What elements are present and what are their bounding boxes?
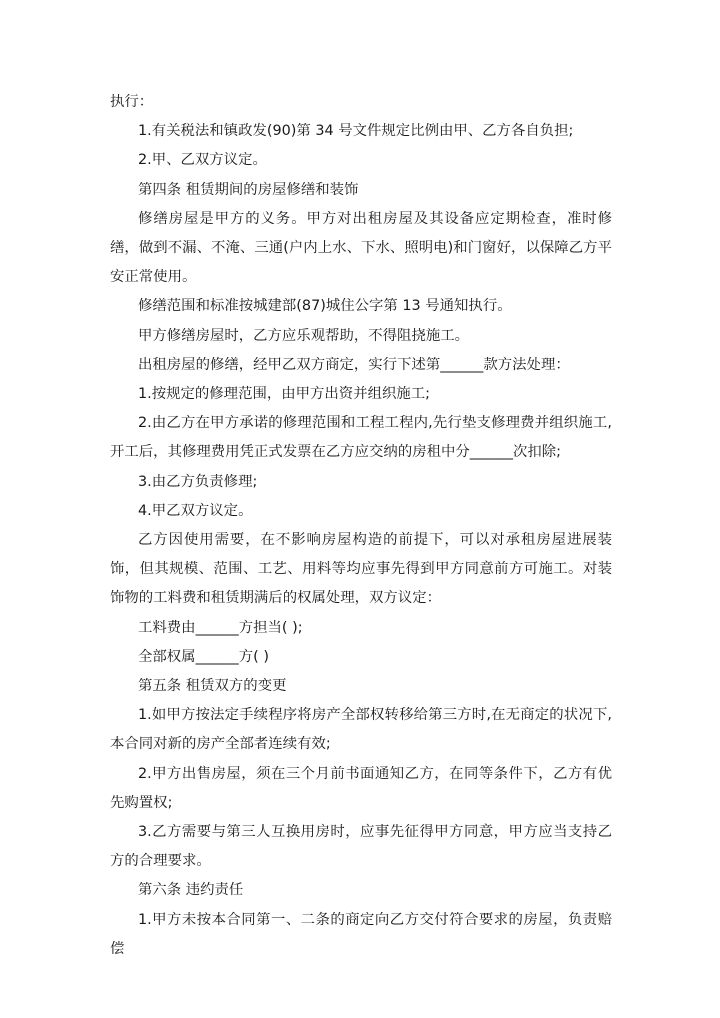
article-5-item-2: 2.甲方出售房屋，须在三个月前书面通知乙方，在同等条件下，乙方有优先购置权; xyxy=(110,765,612,811)
repair-option-1: 1.按规定的修理范围，由甲方出资并组织施工; xyxy=(138,386,431,403)
article-4-heading: 第四条 租赁期间的房屋修缮和装饰 xyxy=(138,181,359,198)
article-4-para-2: 修缮范围和标准按城建部(87)城住公字第 13 号通知执行。 xyxy=(138,298,512,315)
article-4-para-3: 甲方修缮房屋时，乙方应乐观帮助，不得阻挠施工。 xyxy=(138,327,469,344)
repair-option-2: 2.由乙方在甲方承诺的修理范围和工程工程内,先行垫支修理费并组织施工,开工后，其修理费用凭正式发票在乙方应交纳的房租中分______次扣除; xyxy=(110,415,612,461)
decoration-para: 乙方因使用需要，在不影响房屋构造的前提下，可以对承租房屋进展装饰，但其规模、范围、工艺、用料等均应事先得到甲方同意前方可施工。对装饰物的工料费和租赁期满后的权属处理，双方议定： xyxy=(110,532,612,607)
material-cost-line: 工料费由______方担当( ); xyxy=(138,619,303,636)
article-5-item-3: 3.乙方需要与第三人互换用房时，应事先征得甲方同意，甲方应当支持乙方的合理要求。 xyxy=(110,824,612,870)
article-6-item-1: 1.甲方未按本合同第一、二条的商定向乙方交付符合要求的房屋，负责赔偿 xyxy=(110,911,612,957)
clause-item-tax-2: 2.甲、乙双方议定。 xyxy=(138,152,267,169)
repair-option-3: 3.由乙方负责修理; xyxy=(138,473,258,490)
article-4-para-1: 修缮房屋是甲方的义务。甲方对出租房屋及其设备应定期检查，准时修缮，做到不漏、不淹、三通(户内上水、下水、照明电)和门窗好，以保障乙方平安正常使用。 xyxy=(110,210,612,286)
article-5-heading: 第五条 租赁双方的变更 xyxy=(138,678,287,695)
document-page xyxy=(110,88,612,964)
ownership-line: 全部权属______方( ) xyxy=(138,648,269,665)
article-4-para-4: 出租房屋的修缮，经甲乙双方商定，实行下述第______款方法处理： xyxy=(138,356,570,373)
clause-item-tax-1: 1.有关税法和镇政发(90)第 34 号文件规定比例由甲、乙方各自负担; xyxy=(138,123,574,140)
repair-option-4: 4.甲乙双方议定。 xyxy=(138,502,253,519)
article-5-item-1: 1.如甲方按法定手续程序将房产全部权转移给第三方时,在无商定的状况下,本合同对新的房产全部者连续有效; xyxy=(110,707,612,753)
article-6-heading: 第六条 违约责任 xyxy=(138,882,244,899)
paragraph-continuation: 执行： xyxy=(110,94,154,110)
